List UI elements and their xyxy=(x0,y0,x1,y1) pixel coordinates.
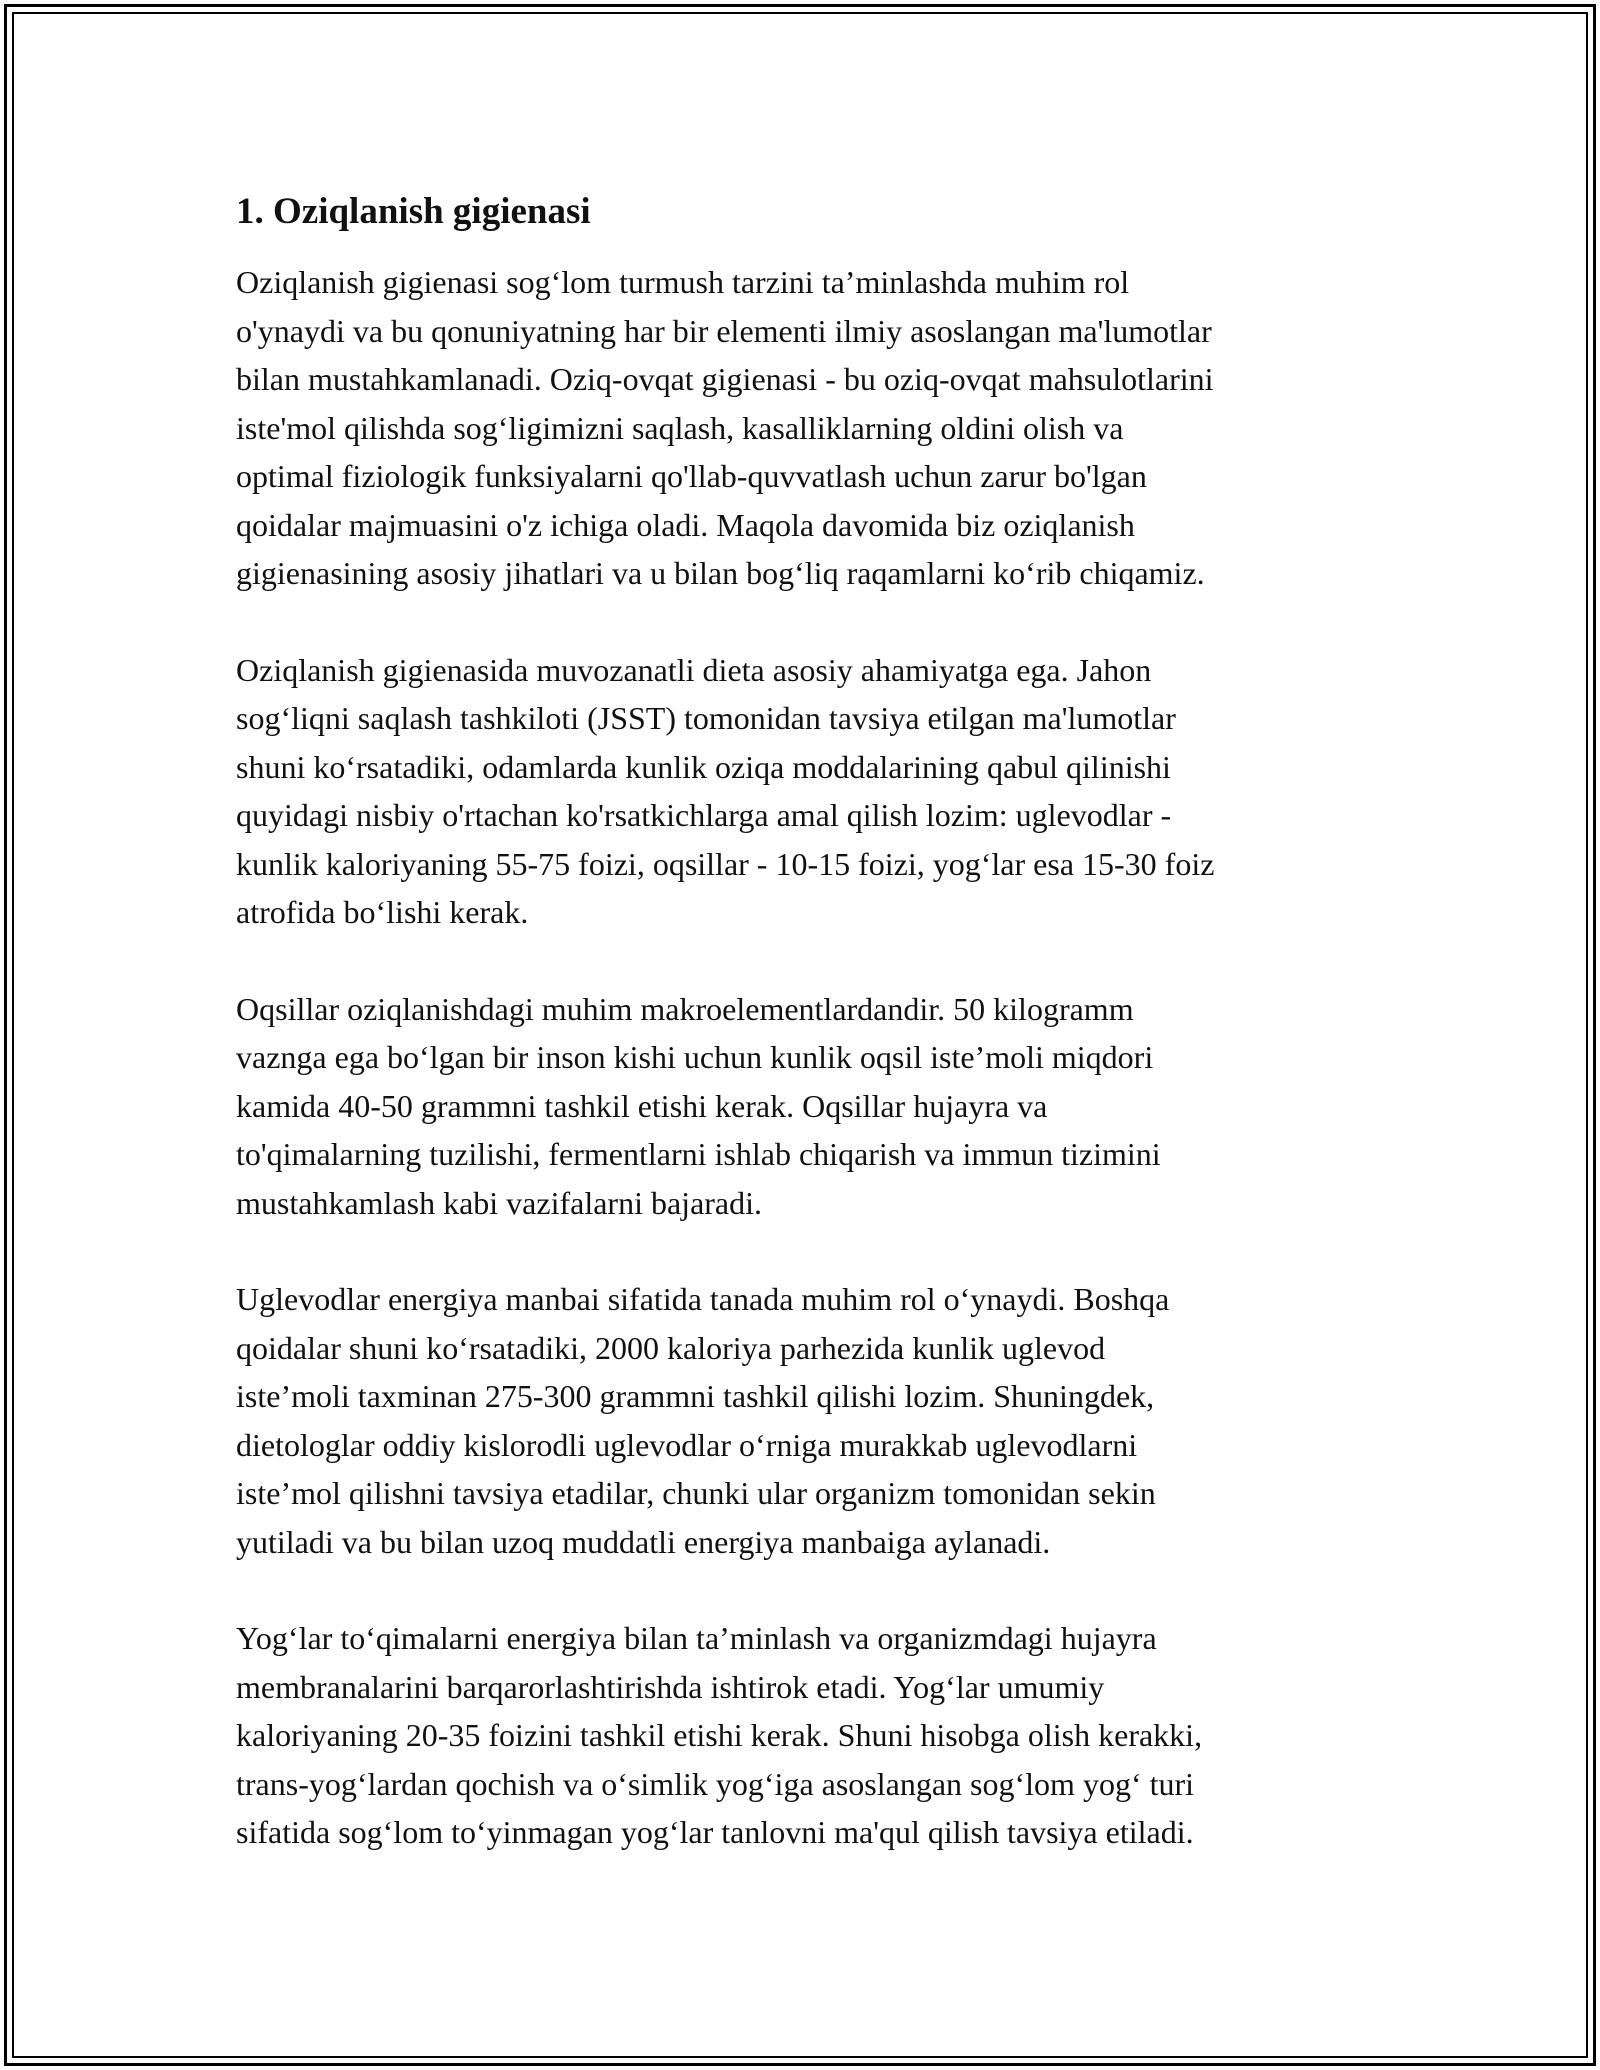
text-line: o'ynaydi va bu qonuniyatning har bir elementi ilmiy asoslangan ma'lumotlar xyxy=(236,312,1212,349)
text-line: Oqsillar oziqlanishdagi muhim makroelementlardandir. 50 kilogramm xyxy=(236,990,1134,1027)
text-line: iste’moli taxminan 275-300 grammni tashkil qilishi lozim. Shuningdek, xyxy=(236,1378,1155,1414)
text-line: Yog‘lar to‘qimalarni energiya bilan ta’minlash va organizmdagi hujayra xyxy=(236,1620,1157,1656)
paragraph-2 xyxy=(236,646,1366,937)
paragraph-3 xyxy=(236,985,1366,1228)
text-line: to'qimalarning tuzilishi, fermentlarni ishlab chiqarish va immun tizimini xyxy=(236,1136,1161,1172)
text-line: atrofida bo‘lishi kerak. xyxy=(236,894,529,930)
text-line: qoidalar shuni ko‘rsatadiki, 2000 kaloriya parhezida kunlik uglevod xyxy=(236,1329,1106,1366)
section-heading: 1. Oziqlanish gigienasi xyxy=(236,191,591,232)
text-line: qoidalar majmuasini o'z ichiga oladi. Maqola davomida biz oziqlanish xyxy=(236,506,1135,543)
paragraph-1 xyxy=(236,258,1366,598)
text-line: membranalarini barqarorlashtirishda ishtirok etadi. Yog‘lar umumiy xyxy=(236,1668,1105,1705)
text-line: trans-yog‘lardan qochish va o‘simlik yog‘iga asoslangan sog‘lom yog‘ turi xyxy=(236,1765,1195,1802)
text-line: optimal fiziologik funksiyalarni qo'llab-quvvatlash uchun zarur bo'lgan xyxy=(236,458,1147,494)
text-line: quyidagi nisbiy o'rtachan ko'rsatkichlarga amal qilish lozim: uglevodlar - xyxy=(236,797,1172,833)
text-line: sog‘liqni saqlash tashkiloti (JSST) tomonidan tavsiya etilgan ma'lumotlar xyxy=(236,700,1176,736)
text-line: gigienasining asosiy jihatlari va u bilan bog‘liq raqamlarni ko‘rib chiqamiz. xyxy=(236,555,1205,591)
text-line: yutiladi va bu bilan uzoq muddatli energiya manbaiga aylanadi. xyxy=(236,1523,1051,1560)
text-line: dietologlar oddiy kislorodli uglevodlar o‘rniga murakkab uglevodlarni xyxy=(236,1426,1138,1463)
text-line: bilan mustahkamlanadi. Oziq-ovqat gigienasi - bu oziq-ovqat mahsulotlarini xyxy=(236,361,1214,397)
document-body xyxy=(236,186,1366,1905)
text-line: kunlik kaloriyaning 55-75 foizi, oqsillar - 10-15 foizi, yog‘lar esa 15-30 foiz xyxy=(236,845,1215,882)
text-line: Oziqlanish gigienasida muvozanatli dieta asosiy ahamiyatga ega. Jahon xyxy=(236,651,1152,688)
text-line: iste’mol qilishni tavsiya etadilar, chunki ular organizm tomonidan sekin xyxy=(236,1475,1156,1511)
text-line: sifatida sog‘lom to‘yinmagan yog‘lar tanlovni ma'qul qilish tavsiya etiladi. xyxy=(236,1814,1194,1850)
text-line: Uglevodlar energiya manbai sifatida tanada muhim rol o‘ynaydi. Boshqa xyxy=(236,1281,1170,1317)
paragraph-5 xyxy=(236,1614,1366,1857)
text-line: vaznga ega bo‘lgan bir inson kishi uchun kunlik oqsil iste’moli miqdori xyxy=(236,1039,1154,1075)
text-line: kaloriyaning 20-35 foizini tashkil etishi kerak. Shuni hisobga olish kerakki, xyxy=(236,1717,1203,1753)
text-line: mustahkamlash kabi vazifalarni bajaradi. xyxy=(236,1184,763,1221)
text-line: iste'mol qilishda sog‘ligimizni saqlash, kasalliklarning oldini olish va xyxy=(236,409,1124,446)
text-line: Oziqlanish gigienasi sog‘lom turmush tarzini ta’minlashda muhim rol xyxy=(236,264,1130,300)
text-line: kamida 40-50 grammni tashkil etishi kerak. Oqsillar hujayra va xyxy=(236,1087,1048,1124)
text-line: shuni ko‘rsatadiki, odamlarda kunlik oziqa moddalarining qabul qilinishi xyxy=(236,748,1171,785)
paragraph-4 xyxy=(236,1275,1366,1566)
